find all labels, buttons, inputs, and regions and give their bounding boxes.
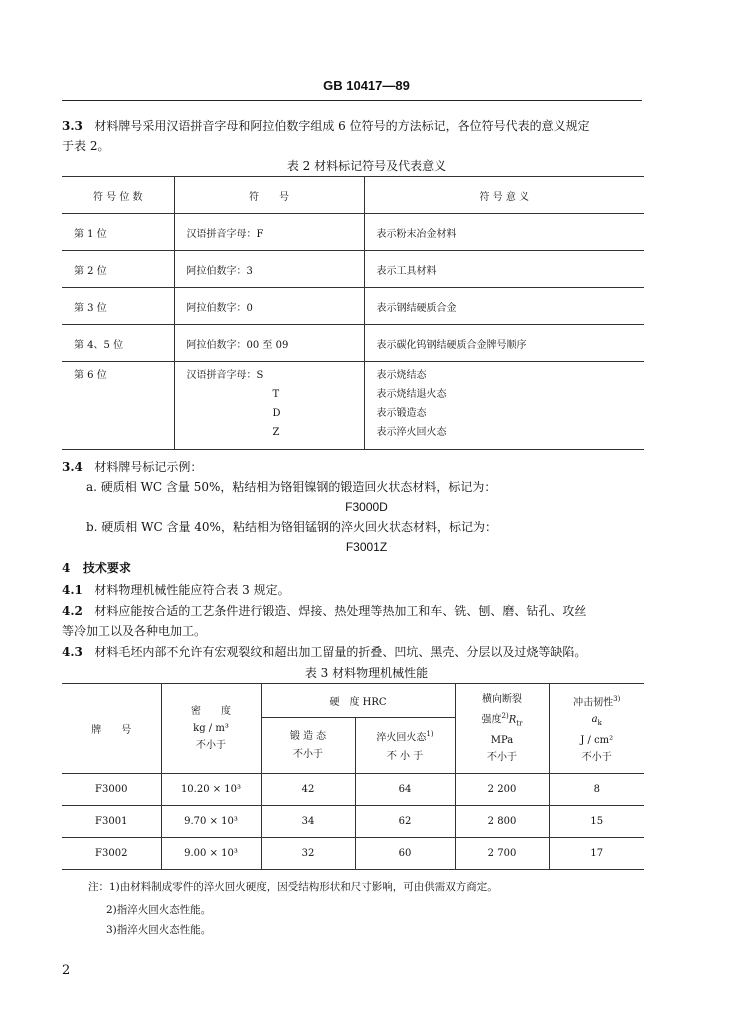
- header-hardness: 硬 度 HRC: [261, 684, 455, 718]
- symbol-cell: 汉语拼音字母：F: [174, 214, 364, 251]
- example-a: a. 硬质相 WC 含量 50%，粘结相为铬钼镍钢的锻造回火状态材料，标记为：: [86, 480, 497, 494]
- impact-cell: 15: [549, 806, 644, 838]
- header-forged: [261, 718, 355, 774]
- table-row: [62, 251, 644, 288]
- header-symbol: 符 号: [174, 177, 364, 214]
- meaning-line: 表示淬火回火态: [376, 427, 447, 438]
- symbol-cell: [174, 362, 364, 450]
- position-cell: 第 6 位: [62, 362, 174, 450]
- meaning-cell: [364, 362, 644, 450]
- section-4: [62, 559, 131, 577]
- header-rule: [62, 100, 642, 101]
- symbol-cell: 阿拉伯数字：00 至 09: [174, 325, 364, 362]
- section-3-3-cont: 于表 2。: [62, 139, 110, 153]
- grade-cell: F3000: [62, 774, 161, 806]
- impact-cell: 17: [549, 838, 644, 870]
- forged-min: 不小于: [293, 748, 323, 760]
- section-text: 材料应能按合适的工艺条件进行锻造、焊接、热处理等热加工和车、铣、刨、磨、钻孔、攻丝: [94, 604, 587, 618]
- density-min: 不小于: [196, 740, 226, 751]
- section-4-2: [62, 602, 586, 620]
- bend-cell: 2 200: [455, 774, 549, 806]
- meaning-cell: 表示钢结硬质合金: [364, 288, 644, 325]
- section-title: 材料牌号标记示例：: [94, 460, 203, 474]
- symbol-cell: 阿拉伯数字：3: [174, 251, 364, 288]
- example-a-code: F3000D: [345, 500, 388, 514]
- table-3-caption: 表 3 材料物理机械性能: [304, 666, 429, 680]
- section-text: 材料毛坯内部不允许有宏观裂纹和超出加工留量的折叠、凹坑、黑壳、分层以及过烧等缺陷。: [94, 645, 587, 659]
- section-3-3: [62, 117, 590, 135]
- forged-cell: 32: [261, 838, 355, 870]
- position-cell: 第 2 位: [62, 251, 174, 288]
- meaning-line: 表示烧结态: [376, 370, 427, 381]
- meaning-cell: 表示碳化钨钢结硬质合金牌号顺序: [364, 325, 644, 362]
- section-text: 材料牌号采用汉语拼音字母和阿拉伯数字组成 6 位符号的方法标记，各位符号代表的意义规定: [94, 119, 590, 133]
- table-header-row: [62, 177, 644, 214]
- note-text: 1)由材料制成零件的淬火回火硬度，因受结构形状和尺寸影响，可由供需双方商定。: [109, 881, 498, 893]
- table-2: [62, 176, 644, 450]
- letter-s: S: [256, 370, 264, 381]
- bend-title-2: 强度$^{2)}R_{tr}$: [481, 711, 523, 728]
- position-cell: 第 4、5 位: [62, 325, 174, 362]
- forged-cell: 42: [261, 774, 355, 806]
- section-title: 技术要求: [82, 561, 131, 575]
- bend-min: 不小于: [487, 752, 517, 764]
- density-cell: 9.70 × 10³: [161, 806, 261, 838]
- density-cell: 9.00 × 10³: [161, 838, 261, 870]
- section-text: 材料物理机械性能应符合表 3 规定。: [94, 583, 290, 597]
- table-row: [62, 288, 644, 325]
- meaning-cell: 表示粉末冶金材料: [364, 214, 644, 251]
- section-4-1: [62, 581, 290, 599]
- density-unit: kg / m³: [193, 723, 229, 734]
- letter-d: D: [272, 408, 281, 419]
- impact-symbol: $a_k$: [591, 714, 602, 728]
- header-density: [161, 684, 261, 774]
- section-number: 3.4: [62, 460, 83, 474]
- note-3: 3)指淬火回火态性能。: [106, 924, 212, 936]
- density-title: 密 度: [191, 706, 231, 717]
- header-impact: [549, 684, 644, 774]
- header-position: 符 号 位 数: [62, 177, 174, 214]
- table-3: [62, 683, 644, 870]
- section-4-3: [62, 643, 586, 661]
- forged-title: 锻 造 态: [289, 730, 327, 742]
- quench-cell: 64: [355, 774, 455, 806]
- table-row: [62, 362, 644, 450]
- forged-cell: 34: [261, 806, 355, 838]
- impact-title: 冲击韧性$^{3)}$: [573, 694, 621, 709]
- quench-cell: 62: [355, 806, 455, 838]
- table-row: [62, 325, 644, 362]
- header-quenched: [355, 718, 455, 774]
- table-header-row: [62, 684, 644, 718]
- table-row: [62, 774, 644, 806]
- grade-cell: F3001: [62, 806, 161, 838]
- section-3-4: [62, 458, 202, 476]
- example-b-code: F3001Z: [345, 540, 388, 554]
- quench-title: 淬火回火态$^{1)}$: [376, 730, 434, 744]
- bend-cell: 2 700: [455, 838, 549, 870]
- note-2: 2)指淬火回火态性能。: [106, 904, 212, 916]
- meaning-line: 表示烧结退火态: [376, 389, 447, 400]
- standard-header: GB 10417—89: [323, 78, 410, 93]
- bend-cell: 2 800: [455, 806, 549, 838]
- position-cell: 第 3 位: [62, 288, 174, 325]
- note-label: 注：: [88, 881, 109, 893]
- grade-cell: F3002: [62, 838, 161, 870]
- header-grade: 牌 号: [62, 684, 161, 774]
- impact-cell: 8: [549, 774, 644, 806]
- meaning-line: 表示锻造态: [376, 408, 427, 419]
- table-2-caption: 表 2 材料标记符号及代表意义: [286, 159, 447, 173]
- impact-min: 不小于: [581, 752, 612, 764]
- density-cell: 10.20 × 10³: [161, 774, 261, 806]
- position-cell: 第 1 位: [62, 214, 174, 251]
- impact-unit: J / cm²: [580, 735, 614, 747]
- section-number: 4.3: [62, 645, 83, 659]
- table-row: [62, 838, 644, 870]
- table-row: [62, 214, 644, 251]
- note-1: [88, 879, 498, 894]
- quench-min: 不 小 于: [386, 750, 424, 762]
- letter-t: T: [272, 389, 280, 400]
- quench-cell: 60: [355, 838, 455, 870]
- letter-z: Z: [272, 427, 280, 438]
- header-meaning: 符 号 意 义: [364, 177, 644, 214]
- header-bend-strength: [455, 684, 549, 774]
- meaning-cell: 表示工具材料: [364, 251, 644, 288]
- section-number: 3.3: [62, 119, 83, 133]
- section-number: 4: [62, 561, 71, 575]
- section-4-2-cont: 等冷加工以及各种电加工。: [62, 624, 207, 638]
- example-b: b. 硬质相 WC 含量 40%，粘结相为铬钼锰钢的淬火回火状态材料，标记为：: [86, 520, 497, 534]
- symbol-label: 汉语拼音字母：: [186, 370, 257, 381]
- section-number: 4.1: [62, 583, 83, 597]
- bend-unit: MPa: [490, 735, 514, 747]
- table-row: [62, 806, 644, 838]
- bend-title-1: 横向断裂: [482, 693, 522, 705]
- page-number: 2: [62, 963, 71, 978]
- section-number: 4.2: [62, 604, 83, 618]
- symbol-cell: 阿拉伯数字：0: [174, 288, 364, 325]
